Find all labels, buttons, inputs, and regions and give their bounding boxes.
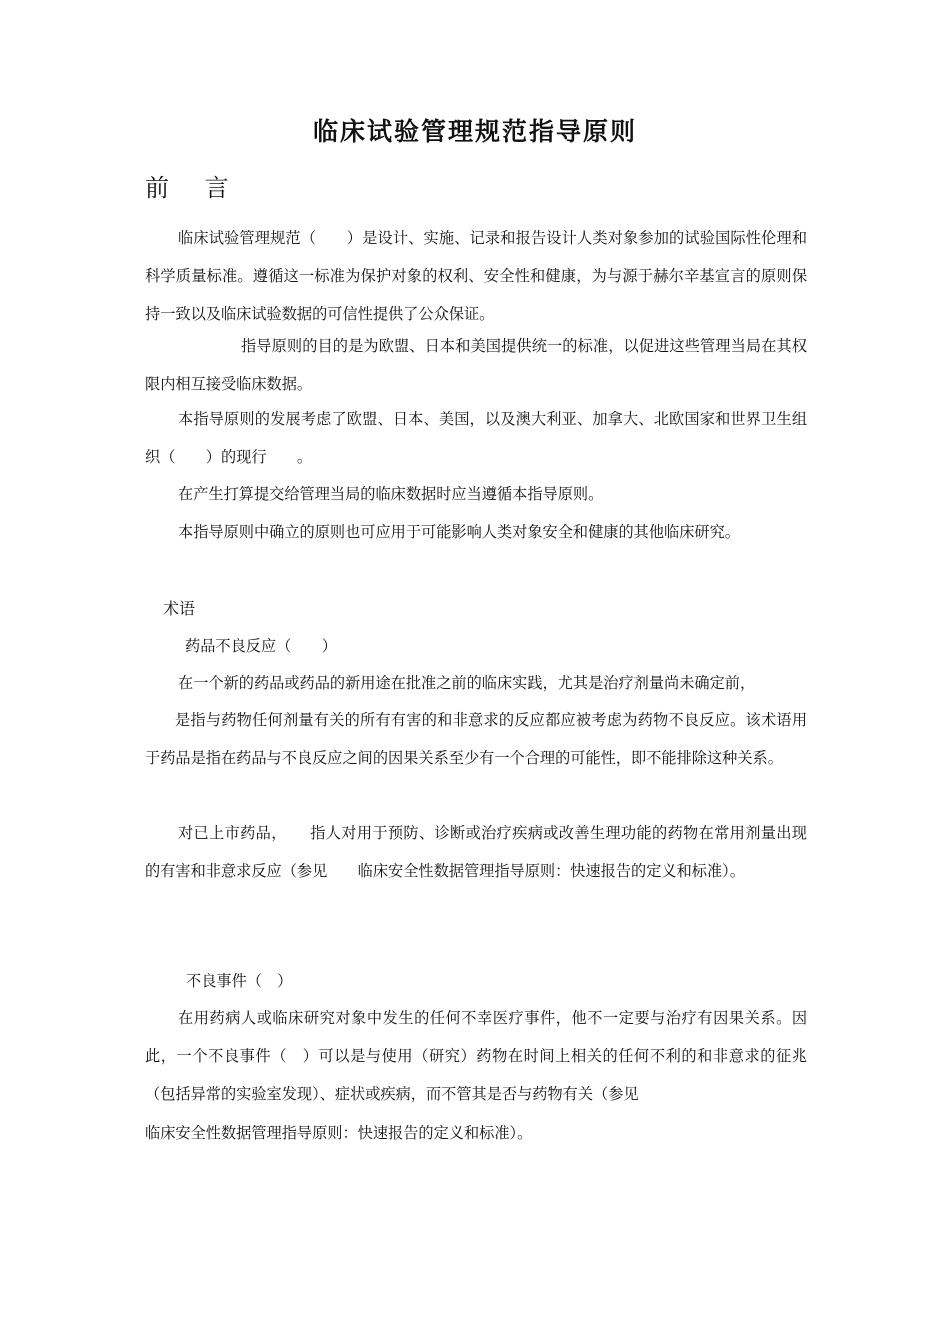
terms-heading: 术语: [163, 599, 196, 618]
preface-paragraph-1: 临床试验管理规范（ ）是设计、实施、记录和报告设计人类对象参加的试验国际性伦理和科学质量标准。遵循这一标准为保护对象的权利、安全性和健康，为与源于赫尔辛基宣言的原则保持一致以及临床试验数据的可信性提供了公众保证。: [145, 229, 807, 323]
adr-first-line: 在一个新的药品或药品的新用途在批准之前的临床实践，尤其是治疗剂量尚未确定前，: [178, 674, 756, 692]
preface-paragraph-3: 本指导原则的发展考虑了欧盟、日本、美国，以及澳大利亚、加拿大、北欧国家和世界卫生组织（ ）的现行 。: [145, 410, 807, 466]
term-ae-label: 不良事件（ ）: [186, 972, 293, 990]
ae-last-line: 临床安全性数据管理指导原则：快速报告的定义和标准）。: [145, 1124, 533, 1142]
adr-paragraph-3: 对已上市药品， 指人对用于预防、诊断或治疗疾病或改善生理功能的药物在常用剂量出现的有害和非意求反应（参见 临床安全性数据管理指导原则：快速报告的定义和标准）。: [145, 824, 807, 880]
term-adr-label: 药品不良反应（ ）: [185, 637, 337, 655]
document-title: 临床试验管理规范指导原则: [312, 117, 637, 146]
preface-paragraph-5: 本指导原则中确立的原则也可应用于可能影响人类对象安全和健康的其他临床研究。: [178, 523, 740, 541]
ae-paragraph-1: 在用药病人或临床研究对象中发生的任何不幸医疗事件，他不一定要与治疗有因果关系。因此，一个不良事件（ ）可以是与使用（研究）药物在时间上相关的任何不利的和非意求的征兆（包括异常的实验室发现）、症状或疾病，而不管其是否与药物有关（参见: [145, 1009, 807, 1103]
preface-heading: 前 言: [145, 174, 243, 202]
preface-paragraph-4: 在产生打算提交给管理当局的临床数据时应当遵循本指导原则。: [178, 485, 604, 503]
adr-paragraph-2: 是指与药物任何剂量有关的所有有害的和非意求的反应都应被考虑为药物不良反应。该术语用于药品是指在药品与不良反应之间的因果关系至少有一个合理的可能性，即不能排除这种关系。: [145, 711, 807, 767]
preface-paragraph-2: 指导原则的目的是为欧盟、日本和美国提供统一的标准，以促进这些管理当局在其权限内相互接受临床数据。: [145, 337, 807, 393]
